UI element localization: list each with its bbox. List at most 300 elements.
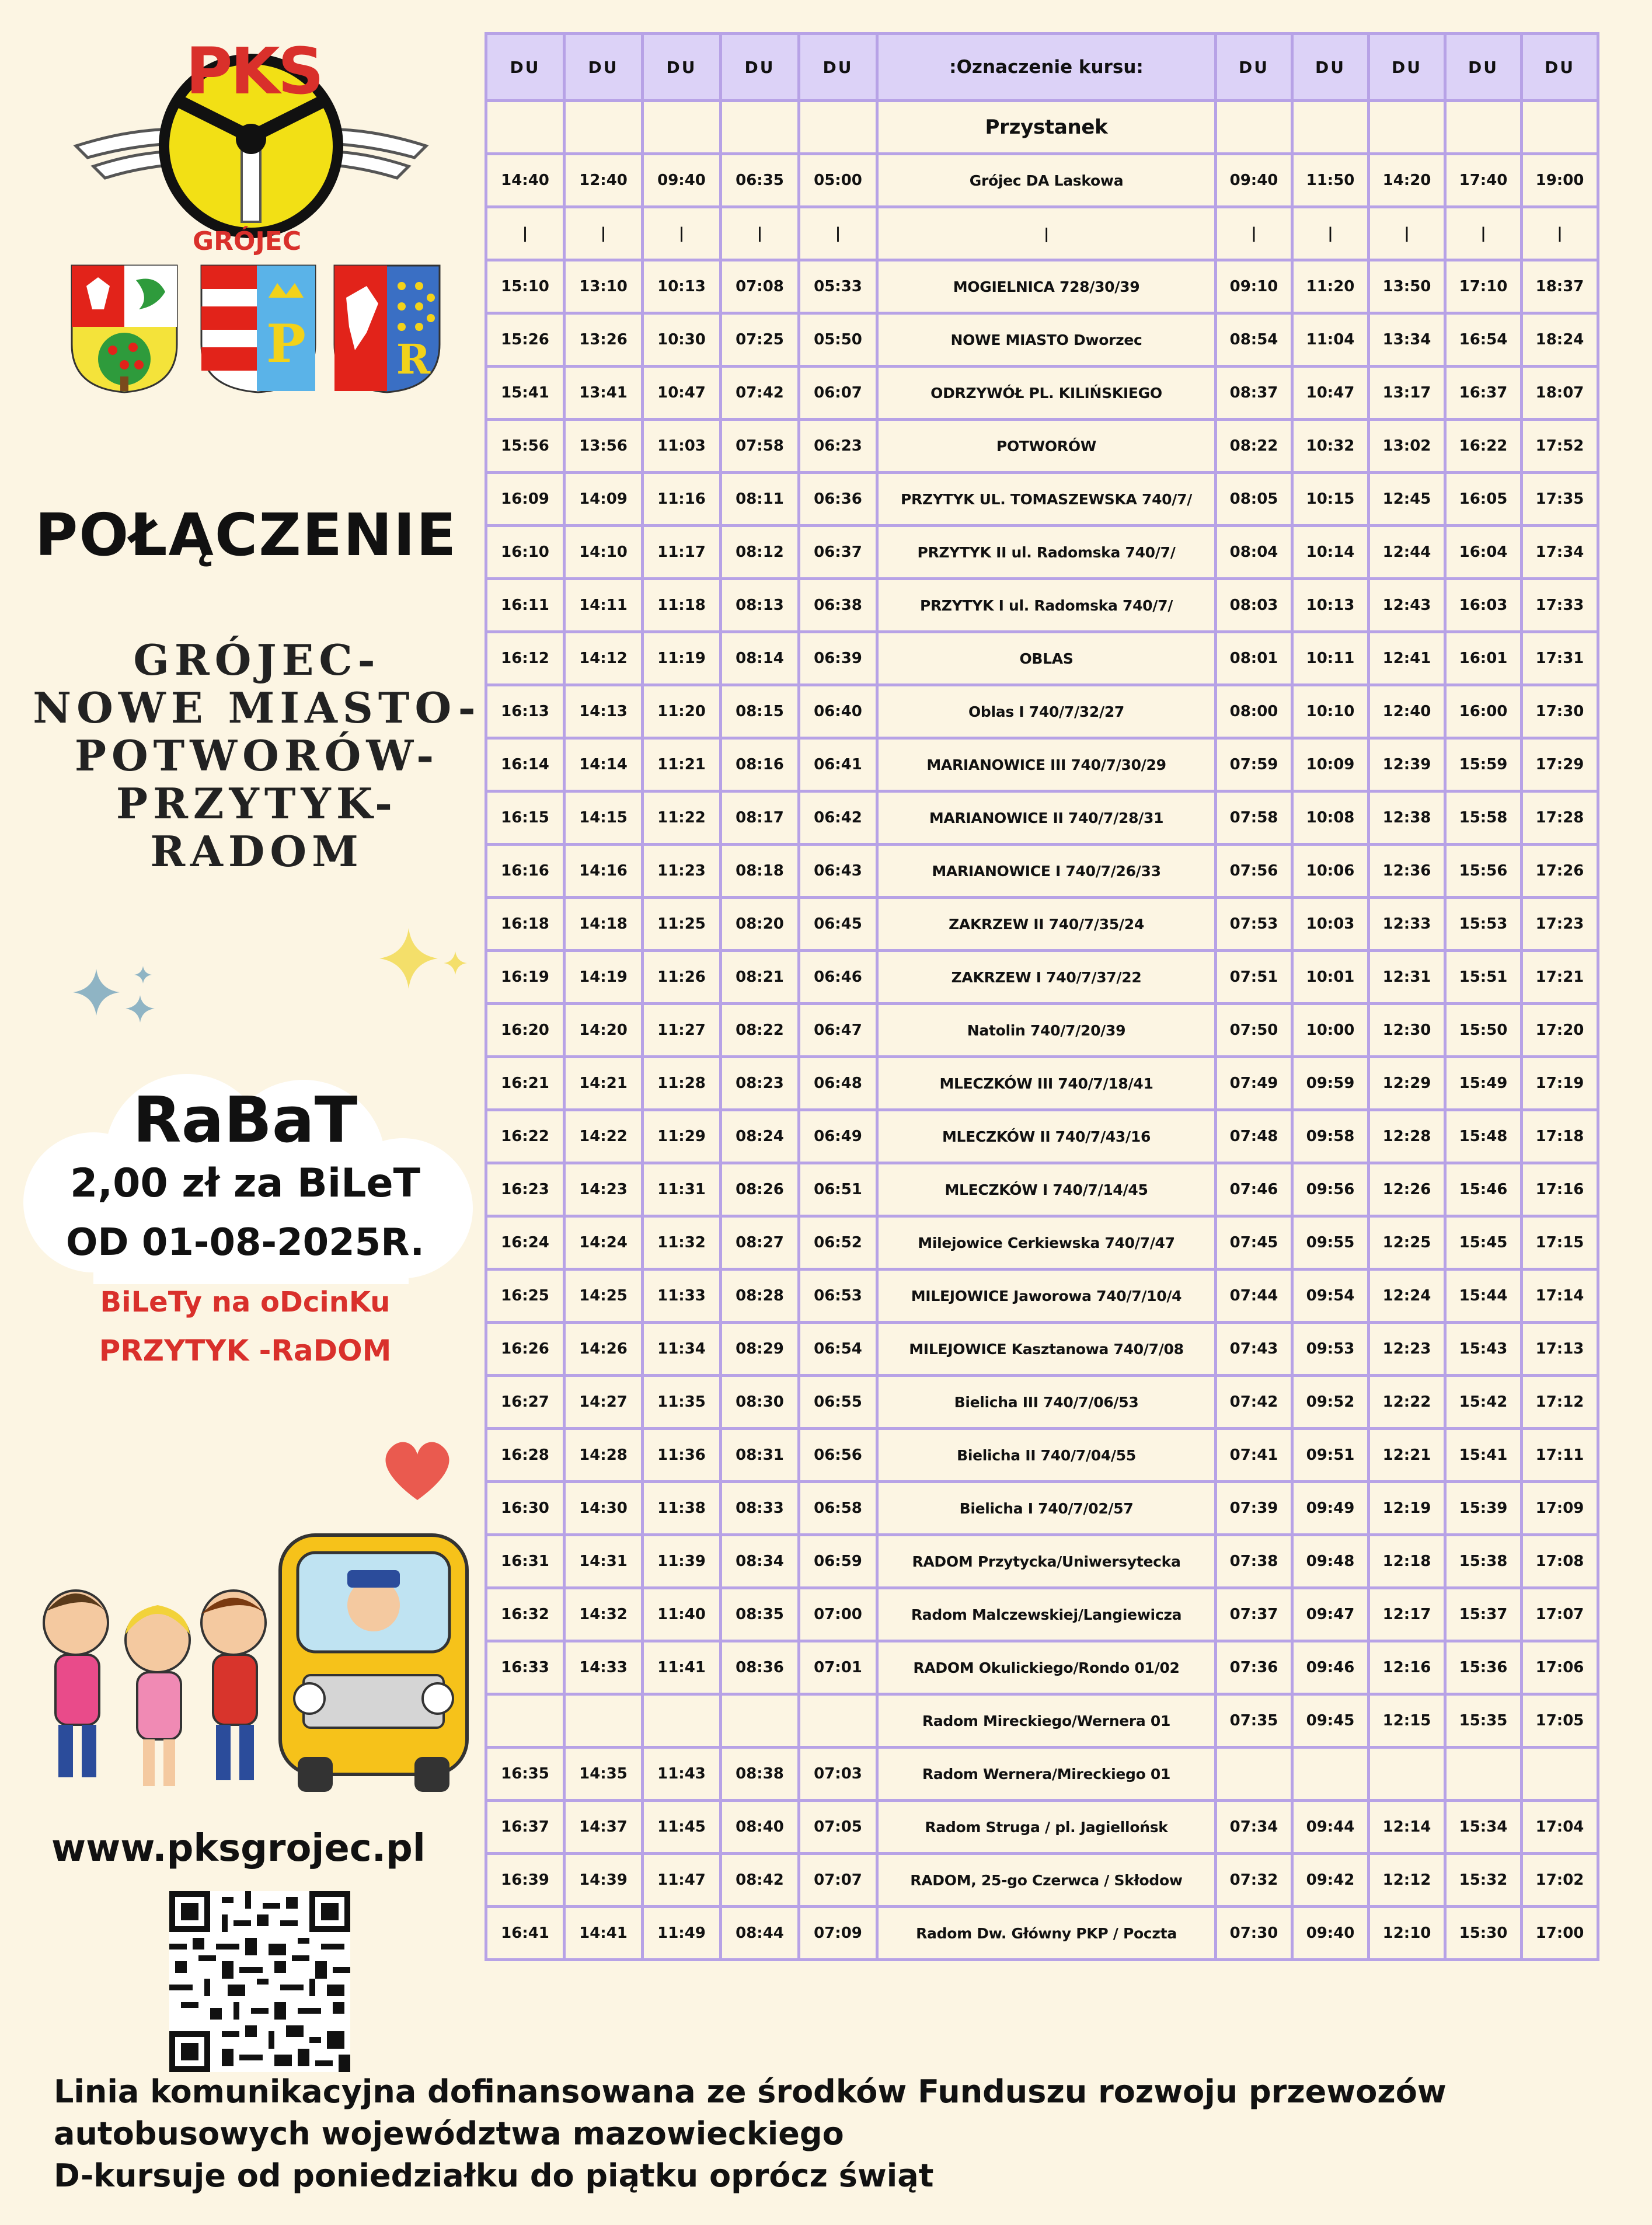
departure-time: 16:19: [486, 951, 564, 1004]
stop-name: RADOM Przytycka/Uniwersytecka: [877, 1535, 1216, 1588]
departure-time: 05:50: [799, 313, 877, 367]
departure-time: 15:43: [1445, 1323, 1522, 1376]
departure-time: 08:28: [721, 1270, 799, 1323]
departure-time: 13:26: [564, 313, 643, 367]
departure-time: 15:46: [1445, 1163, 1522, 1216]
departure-time: 16:15: [486, 791, 564, 845]
departure-time: 06:43: [799, 845, 877, 898]
departure-time: 10:11: [1292, 632, 1369, 685]
promo-title: RaBaT: [133, 1084, 358, 1157]
departure-time: 15:37: [1445, 1588, 1522, 1641]
departure-time: 14:13: [564, 685, 643, 738]
departure-time: 07:53: [1216, 898, 1292, 951]
departure-time: 11:50: [1292, 154, 1369, 207]
page-title: POŁĄCZENIE: [35, 501, 458, 569]
departure-time: 12:12: [1369, 1854, 1445, 1907]
departure-time: 17:35: [1522, 473, 1598, 526]
departure-time: 12:18: [1369, 1535, 1445, 1588]
departure-time: 07:58: [1216, 791, 1292, 845]
stop-name: Radom Struga / pl. Jagiellońsk: [877, 1801, 1216, 1854]
departure-time: 11:38: [643, 1482, 721, 1535]
course-code-header: DU: [1369, 34, 1445, 101]
departure-time: 17:15: [1522, 1216, 1598, 1270]
departure-time: 17:04: [1522, 1801, 1598, 1854]
departure-time: 16:24: [486, 1216, 564, 1270]
departure-time: 09:40: [643, 154, 721, 207]
departure-time: 11:41: [643, 1641, 721, 1694]
departure-time: 17:30: [1522, 685, 1598, 738]
departure-time: 08:22: [721, 1004, 799, 1057]
departure-time: 07:50: [1216, 1004, 1292, 1057]
stop-name: MLECZKÓW III 740/7/18/41: [877, 1057, 1216, 1110]
departure-time: 12:26: [1369, 1163, 1445, 1216]
departure-time: |: [799, 207, 877, 260]
departure-time: 12:40: [1369, 685, 1445, 738]
departure-time: 12:39: [1369, 738, 1445, 791]
departure-time: 10:32: [1292, 420, 1369, 473]
departure-time: 17:11: [1522, 1429, 1598, 1482]
departure-time: 07:58: [721, 420, 799, 473]
departure-time: 07:42: [1216, 1376, 1292, 1429]
table-row: [486, 1748, 1598, 1801]
departure-time: 06:40: [799, 685, 877, 738]
empty-cell: [486, 101, 564, 154]
stop-name: Radom Mireckiego/Wernera 01: [877, 1694, 1216, 1748]
departure-time: 09:54: [1292, 1270, 1369, 1323]
departure-time: 10:13: [643, 260, 721, 313]
departure-time: 15:51: [1445, 951, 1522, 1004]
departure-time: 06:23: [799, 420, 877, 473]
departure-time: 07:42: [721, 367, 799, 420]
departure-time: 07:59: [1216, 738, 1292, 791]
timetable-header-row: [486, 34, 1598, 101]
departure-time: 06:47: [799, 1004, 877, 1057]
stop-name: PRZYTYK I ul. Radomska 740/7/: [877, 579, 1216, 632]
table-row: [486, 685, 1598, 738]
departure-time: 12:44: [1369, 526, 1445, 579]
departure-time: 17:14: [1522, 1270, 1598, 1323]
route-line: NOWE MIASTO-: [33, 683, 481, 733]
departure-time: 09:44: [1292, 1801, 1369, 1854]
route-line: POTWORÓW-: [74, 731, 440, 780]
table-row: [486, 579, 1598, 632]
departure-time: 09:51: [1292, 1429, 1369, 1482]
departure-time: 06:38: [799, 579, 877, 632]
departure-time: 16:05: [1445, 473, 1522, 526]
departure-time: 14:18: [564, 898, 643, 951]
stop-name: OBLAS: [877, 632, 1216, 685]
stop-name: Milejowice Cerkiewska 740/7/47: [877, 1216, 1216, 1270]
departure-time: |: [643, 207, 721, 260]
departure-time: 09:56: [1292, 1163, 1369, 1216]
departure-time: 14:41: [564, 1907, 643, 1960]
departure-time: 17:31: [1522, 632, 1598, 685]
departure-time: 10:47: [1292, 367, 1369, 420]
departure-time: 11:20: [643, 685, 721, 738]
departure-time: 16:23: [486, 1163, 564, 1216]
departure-time: 13:02: [1369, 420, 1445, 473]
table-row: [486, 1057, 1598, 1110]
departure-time: 16:41: [486, 1907, 564, 1960]
route-line: GRÓJEC-: [133, 635, 381, 685]
departure-time: 08:04: [1216, 526, 1292, 579]
departure-time: |: [1445, 207, 1522, 260]
departure-time: 11:19: [643, 632, 721, 685]
departure-time: 11:16: [643, 473, 721, 526]
departure-time: 16:31: [486, 1535, 564, 1588]
heart-icon: [379, 1436, 455, 1506]
table-row: [486, 1482, 1598, 1535]
departure-time: 06:46: [799, 951, 877, 1004]
departure-time: 16:01: [1445, 632, 1522, 685]
departure-time: 16:54: [1445, 313, 1522, 367]
departure-time: 09:52: [1292, 1376, 1369, 1429]
departure-time: 16:16: [486, 845, 564, 898]
stop-name: MARIANOWICE III 740/7/30/29: [877, 738, 1216, 791]
table-row: [486, 420, 1598, 473]
stop-name: Bielicha II 740/7/04/55: [877, 1429, 1216, 1482]
departure-time: 16:25: [486, 1270, 564, 1323]
departure-time: 11:34: [643, 1323, 721, 1376]
departure-time: 17:28: [1522, 791, 1598, 845]
departure-time: 16:14: [486, 738, 564, 791]
stop-name: NOWE MIASTO Dworzec: [877, 313, 1216, 367]
departure-time: 11:49: [643, 1907, 721, 1960]
departure-time: 07:05: [799, 1801, 877, 1854]
departure-time: 14:14: [564, 738, 643, 791]
departure-time: 19:00: [1522, 154, 1598, 207]
table-row: [486, 367, 1598, 420]
departure-time: 14:15: [564, 791, 643, 845]
departure-time: 14:32: [564, 1588, 643, 1641]
departure-time: |: [1369, 207, 1445, 260]
departure-time: 17:26: [1522, 845, 1598, 898]
stop-name: Bielicha III 740/7/06/53: [877, 1376, 1216, 1429]
departure-time: 06:55: [799, 1376, 877, 1429]
departure-time: [643, 1694, 721, 1748]
svg-text:R: R: [396, 335, 431, 383]
stop-name: Radom Dw. Główny PKP / Poczta: [877, 1907, 1216, 1960]
stop-name: Oblas I 740/7/32/27: [877, 685, 1216, 738]
departure-time: 09:42: [1292, 1854, 1369, 1907]
departure-time: 09:47: [1292, 1588, 1369, 1641]
departure-time: 16:35: [486, 1748, 564, 1801]
departure-time: 14:27: [564, 1376, 643, 1429]
departure-time: 14:10: [564, 526, 643, 579]
departure-time: 12:38: [1369, 791, 1445, 845]
stop-name: RADOM, 25-go Czerwca / Skłodow: [877, 1854, 1216, 1907]
departure-time: 07:34: [1216, 1801, 1292, 1854]
departure-time: 11:33: [643, 1270, 721, 1323]
departure-time: 16:21: [486, 1057, 564, 1110]
table-row: [486, 1801, 1598, 1854]
departure-time: 16:03: [1445, 579, 1522, 632]
departure-time: 11:25: [643, 898, 721, 951]
departure-time: 13:41: [564, 367, 643, 420]
departure-time: 08:36: [721, 1641, 799, 1694]
departure-time: 08:42: [721, 1854, 799, 1907]
stop-name: MLECZKÓW II 740/7/43/16: [877, 1110, 1216, 1163]
empty-cell: [564, 101, 643, 154]
stop-name: MARIANOWICE II 740/7/28/31: [877, 791, 1216, 845]
departure-time: 12:43: [1369, 579, 1445, 632]
table-row: [486, 154, 1598, 207]
departure-time: 07:07: [799, 1854, 877, 1907]
departure-time: 14:33: [564, 1641, 643, 1694]
departure-time: 08:17: [721, 791, 799, 845]
departure-time: 06:56: [799, 1429, 877, 1482]
timetable-stop-header-row: [486, 101, 1598, 154]
departure-time: 12:40: [564, 154, 643, 207]
departure-time: 07:36: [1216, 1641, 1292, 1694]
departure-time: 14:28: [564, 1429, 643, 1482]
departure-time: 09:10: [1216, 260, 1292, 313]
departure-time: 16:20: [486, 1004, 564, 1057]
table-row: [486, 1641, 1598, 1694]
departure-time: 16:09: [486, 473, 564, 526]
departure-time: 12:41: [1369, 632, 1445, 685]
departure-time: 14:11: [564, 579, 643, 632]
course-code-header: DU: [1522, 34, 1598, 101]
departure-time: 08:05: [1216, 473, 1292, 526]
departure-time: 17:10: [1445, 260, 1522, 313]
route-line: PRZYTYK-: [116, 779, 398, 828]
departure-time: 17:21: [1522, 951, 1598, 1004]
course-code-header: DU: [643, 34, 721, 101]
qr-code-icon: [169, 1891, 350, 2072]
departure-time: 14:20: [564, 1004, 643, 1057]
departure-time: 15:36: [1445, 1641, 1522, 1694]
departure-time: 08:03: [1216, 579, 1292, 632]
departure-time: 08:31: [721, 1429, 799, 1482]
departure-time: [799, 1694, 877, 1748]
departure-time: 08:18: [721, 845, 799, 898]
departure-time: 15:59: [1445, 738, 1522, 791]
departure-time: 15:32: [1445, 1854, 1522, 1907]
departure-time: 08:27: [721, 1216, 799, 1270]
website-link[interactable]: www.pksgrojec.pl: [51, 1827, 426, 1870]
departure-time: 14:24: [564, 1216, 643, 1270]
departure-time: 15:44: [1445, 1270, 1522, 1323]
departure-time: 08:14: [721, 632, 799, 685]
departure-time: 11:29: [643, 1110, 721, 1163]
departure-time: 17:23: [1522, 898, 1598, 951]
departure-time: 15:48: [1445, 1110, 1522, 1163]
departure-time: 16:37: [1445, 367, 1522, 420]
logo-brand: PKS: [186, 34, 322, 109]
departure-time: 11:21: [643, 738, 721, 791]
empty-cell: [1445, 101, 1522, 154]
departure-time: 12:15: [1369, 1694, 1445, 1748]
departure-time: 08:11: [721, 473, 799, 526]
departure-time: 07:35: [1216, 1694, 1292, 1748]
footer-line: Linia komunikacyjna dofinansowana ze środków Funduszu rozwoju przewozów: [54, 2073, 1447, 2110]
stop-name: |: [877, 207, 1216, 260]
departure-time: 08:24: [721, 1110, 799, 1163]
stop-name: Natolin 740/7/20/39: [877, 1004, 1216, 1057]
departure-time: 09:59: [1292, 1057, 1369, 1110]
table-row: [486, 951, 1598, 1004]
departure-time: 10:14: [1292, 526, 1369, 579]
departure-time: 16:30: [486, 1482, 564, 1535]
departure-time: [1292, 1748, 1369, 1801]
departure-time: 12:28: [1369, 1110, 1445, 1163]
table-row: [486, 632, 1598, 685]
departure-time: 17:34: [1522, 526, 1598, 579]
departure-time: 15:45: [1445, 1216, 1522, 1270]
course-code-header: DU: [564, 34, 643, 101]
departure-time: 15:26: [486, 313, 564, 367]
departure-time: 06:58: [799, 1482, 877, 1535]
departure-time: 12:30: [1369, 1004, 1445, 1057]
empty-cell: [1522, 101, 1598, 154]
departure-time: 13:17: [1369, 367, 1445, 420]
departure-time: 07:01: [799, 1641, 877, 1694]
departure-time: 14:31: [564, 1535, 643, 1588]
table-row: [486, 738, 1598, 791]
departure-time: 16:12: [486, 632, 564, 685]
stop-name: MILEJOWICE Jaworowa 740/7/10/4: [877, 1270, 1216, 1323]
departure-time: 12:25: [1369, 1216, 1445, 1270]
table-row: [486, 1323, 1598, 1376]
table-row: [486, 207, 1598, 260]
coat-of-arms-przytyk-icon: [198, 263, 318, 394]
departure-time: 15:10: [486, 260, 564, 313]
departure-time: 15:58: [1445, 791, 1522, 845]
departure-time: 08:16: [721, 738, 799, 791]
departure-time: 11:45: [643, 1801, 721, 1854]
stop-name: MLECZKÓW I 740/7/14/45: [877, 1163, 1216, 1216]
departure-time: 17:33: [1522, 579, 1598, 632]
departure-time: 10:30: [643, 313, 721, 367]
stop-name: ZAKRZEW II 740/7/35/24: [877, 898, 1216, 951]
departure-time: 14:23: [564, 1163, 643, 1216]
departure-time: 11:03: [643, 420, 721, 473]
table-row: [486, 1694, 1598, 1748]
departure-time: 15:39: [1445, 1482, 1522, 1535]
departure-time: 17:40: [1445, 154, 1522, 207]
departure-time: 06:42: [799, 791, 877, 845]
departure-time: 14:37: [564, 1801, 643, 1854]
departure-time: 14:26: [564, 1323, 643, 1376]
table-row: [486, 1854, 1598, 1907]
departure-time: 07:39: [1216, 1482, 1292, 1535]
footer-notes: [54, 2071, 1447, 2197]
departure-time: 16:18: [486, 898, 564, 951]
route-line: RADOM: [150, 826, 364, 876]
departure-time: 15:56: [1445, 845, 1522, 898]
table-row: [486, 1588, 1598, 1641]
departure-time: 06:36: [799, 473, 877, 526]
empty-cell: [643, 101, 721, 154]
table-row: [486, 791, 1598, 845]
departure-time: 06:53: [799, 1270, 877, 1323]
departure-time: 08:38: [721, 1748, 799, 1801]
departure-time: 09:40: [1292, 1907, 1369, 1960]
departure-time: 06:59: [799, 1535, 877, 1588]
departure-time: 11:36: [643, 1429, 721, 1482]
departure-time: 17:52: [1522, 420, 1598, 473]
course-code-header: DU: [1445, 34, 1522, 101]
departure-time: 07:44: [1216, 1270, 1292, 1323]
departure-time: 14:21: [564, 1057, 643, 1110]
departure-time: 15:34: [1445, 1801, 1522, 1854]
departure-time: 10:10: [1292, 685, 1369, 738]
departure-time: 10:13: [1292, 579, 1369, 632]
departure-time: 12:23: [1369, 1323, 1445, 1376]
departure-time: [1522, 1748, 1598, 1801]
departure-time: 12:29: [1369, 1057, 1445, 1110]
departure-time: 08:44: [721, 1907, 799, 1960]
departure-time: 10:01: [1292, 951, 1369, 1004]
departure-time: 08:30: [721, 1376, 799, 1429]
departure-time: 12:31: [1369, 951, 1445, 1004]
course-code-header: DU: [1292, 34, 1369, 101]
departure-time: 08:21: [721, 951, 799, 1004]
departure-time: 15:50: [1445, 1004, 1522, 1057]
departure-time: 11:40: [643, 1588, 721, 1641]
departure-time: 09:49: [1292, 1482, 1369, 1535]
departure-time: 17:19: [1522, 1057, 1598, 1110]
departure-time: 17:29: [1522, 738, 1598, 791]
departure-time: 17:20: [1522, 1004, 1598, 1057]
departure-time: 18:07: [1522, 367, 1598, 420]
departure-time: 07:51: [1216, 951, 1292, 1004]
departure-time: [486, 1694, 564, 1748]
departure-time: 17:02: [1522, 1854, 1598, 1907]
table-row: [486, 1004, 1598, 1057]
departure-time: 15:30: [1445, 1907, 1522, 1960]
departure-time: 09:45: [1292, 1694, 1369, 1748]
departure-time: 11:26: [643, 951, 721, 1004]
departure-time: 12:10: [1369, 1907, 1445, 1960]
departure-time: 11:23: [643, 845, 721, 898]
departure-time: 07:48: [1216, 1110, 1292, 1163]
departure-time: 06:49: [799, 1110, 877, 1163]
departure-time: 07:08: [721, 260, 799, 313]
departure-time: 10:00: [1292, 1004, 1369, 1057]
departure-time: 09:53: [1292, 1323, 1369, 1376]
departure-time: [1445, 1748, 1522, 1801]
departure-time: 11:18: [643, 579, 721, 632]
departure-time: 17:18: [1522, 1110, 1598, 1163]
departure-time: 08:54: [1216, 313, 1292, 367]
departure-time: 16:27: [486, 1376, 564, 1429]
departure-time: 08:37: [1216, 367, 1292, 420]
departure-time: 14:39: [564, 1854, 643, 1907]
kids-bus-illustration: [23, 1518, 485, 1804]
departure-time: 16:39: [486, 1854, 564, 1907]
footer-line: autobusowych województwa mazowieckiego: [54, 2115, 844, 2152]
promo-section: PRZYTYK -RaDOM: [99, 1334, 392, 1368]
departure-time: 14:40: [486, 154, 564, 207]
departure-time: 12:17: [1369, 1588, 1445, 1641]
departure-time: 09:46: [1292, 1641, 1369, 1694]
departure-time: [721, 1694, 799, 1748]
course-code-header: DU: [1216, 34, 1292, 101]
stop-name: Bielicha I 740/7/02/57: [877, 1482, 1216, 1535]
departure-time: 16:26: [486, 1323, 564, 1376]
table-row: [486, 1110, 1598, 1163]
departure-time: 10:15: [1292, 473, 1369, 526]
course-code-header: DU: [721, 34, 799, 101]
departure-time: 17:00: [1522, 1907, 1598, 1960]
departure-time: |: [1522, 207, 1598, 260]
departure-time: 07:56: [1216, 845, 1292, 898]
promo-note: BiLeTy na oDcinKu: [100, 1286, 391, 1319]
departure-time: 06:52: [799, 1216, 877, 1270]
stop-name: ZAKRZEW I 740/7/37/22: [877, 951, 1216, 1004]
